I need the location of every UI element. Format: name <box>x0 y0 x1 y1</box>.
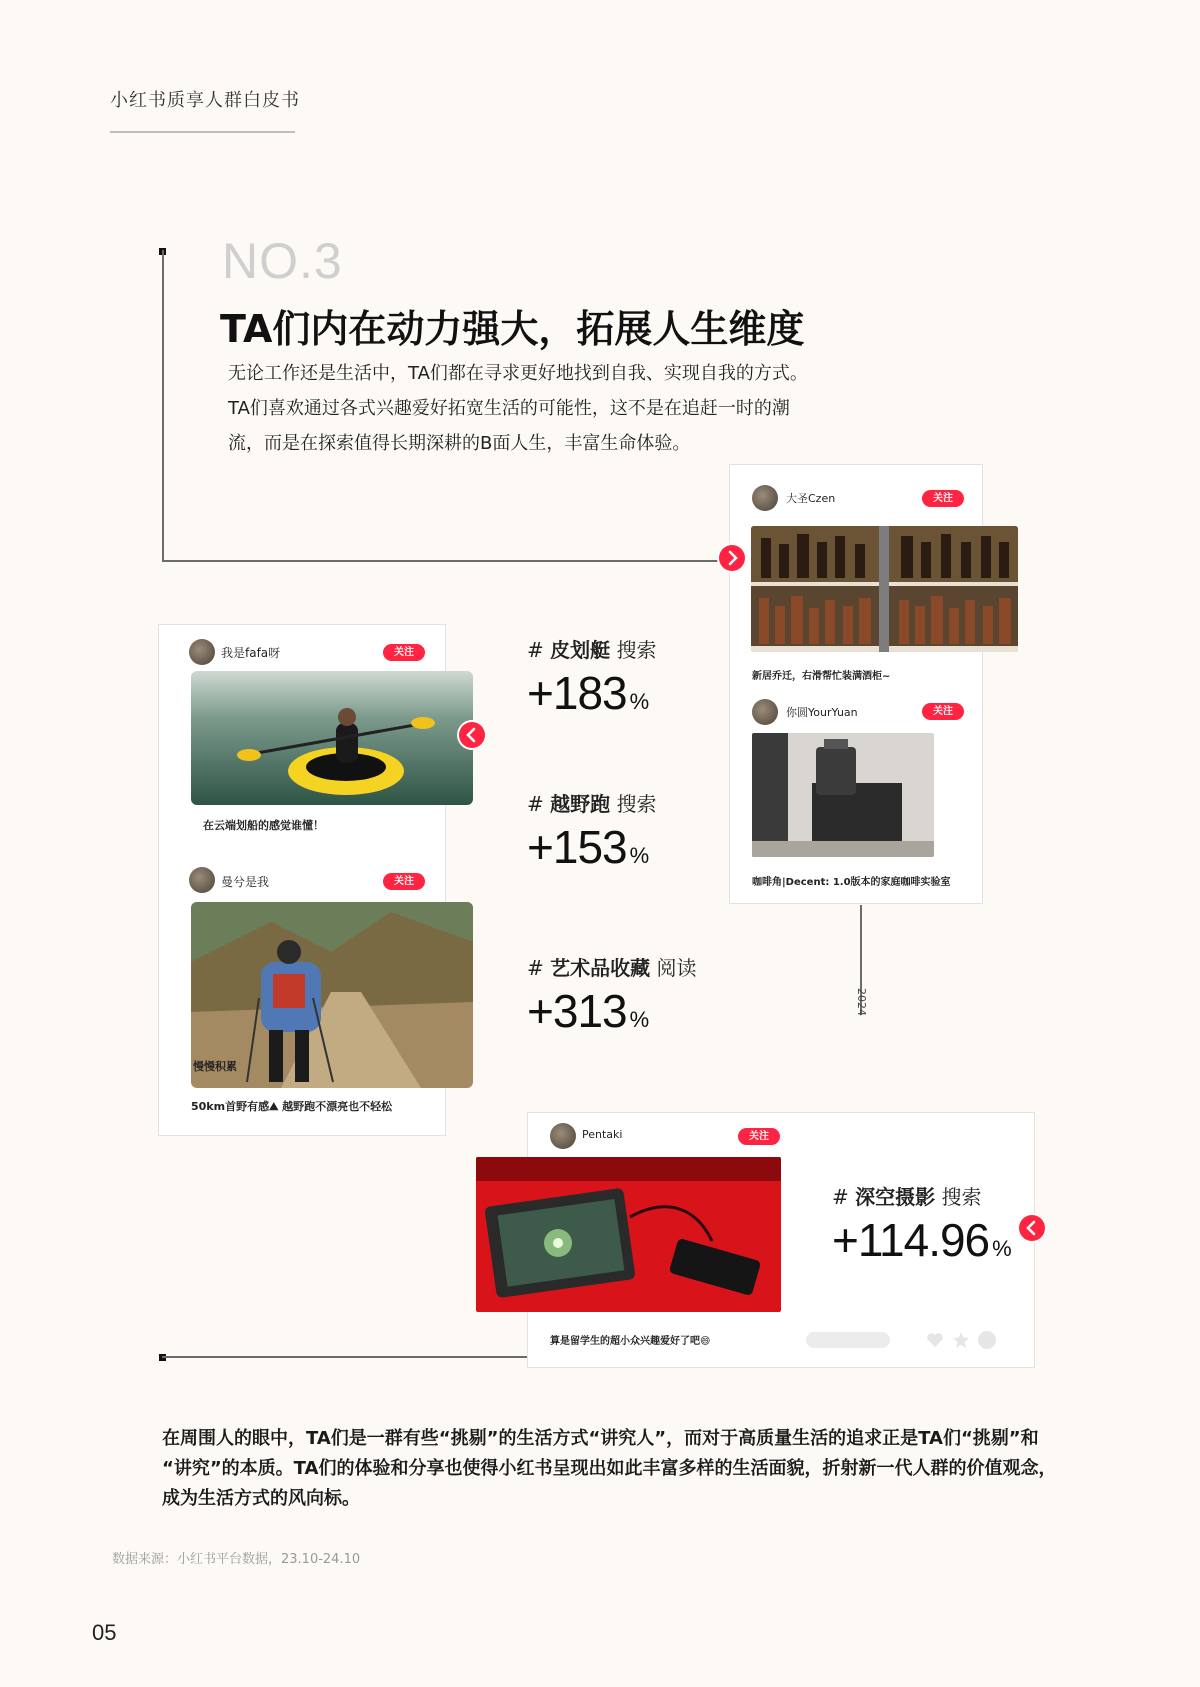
post-photo-trail <box>191 902 473 1088</box>
stat-tag-art-collecting <box>527 952 696 981</box>
follow-button[interactable]: 关注 <box>922 490 964 507</box>
scroll-right-button[interactable] <box>719 545 745 571</box>
avatar <box>752 485 778 511</box>
stat-value-astrophotography <box>832 1213 1011 1267</box>
section-title: TA们内在动力强大，拓展人生维度 <box>220 307 805 351</box>
post-photo-coffee <box>752 733 934 857</box>
hash-symbol: # <box>527 956 544 980</box>
stat-keyword: 越野跑 <box>550 792 611 816</box>
page-number: 05 <box>92 1620 117 1645</box>
stat-value-art-collecting <box>527 984 648 1038</box>
connector-line <box>162 560 732 562</box>
section-intro <box>228 356 808 461</box>
post-photo-kayak <box>191 671 473 805</box>
hash-symbol: # <box>527 638 544 662</box>
stat-keyword: 皮划艇 <box>550 638 611 662</box>
intro-line: TA们喜欢通过各式兴趣爱好拓宽生活的可能性，这不是在追赶一时的潮 <box>228 398 790 419</box>
stat-unit: % <box>629 689 649 714</box>
document-title: 小红书质享人群白皮书 <box>110 90 300 111</box>
follow-button[interactable]: 关注 <box>383 644 425 661</box>
post-photo-astrophotography <box>476 1157 781 1312</box>
heart-icon[interactable] <box>926 1331 944 1353</box>
stat-unit: % <box>992 1236 1011 1261</box>
stat-number: +153 <box>527 821 627 873</box>
chevron-right-icon <box>719 545 745 571</box>
post-caption: 咖啡角|Decent: 1.0版本的家庭咖啡实验室 <box>752 877 951 888</box>
post-username: 你圆YourYuan <box>786 706 858 719</box>
intro-line: 流，而是在探索值得长期深耕的B面人生，丰富生命体验。 <box>228 433 691 454</box>
stat-value-kayak <box>527 666 648 720</box>
stat-tag-astrophotography <box>832 1181 981 1210</box>
post-caption: 50km首野有感⛰ 越野跑不漂亮也不轻松 <box>191 1100 393 1113</box>
stat-tag-trail-run <box>527 788 656 817</box>
stat-value-trail-run <box>527 820 648 874</box>
avatar <box>189 639 215 665</box>
stat-action: 搜索 <box>616 638 657 662</box>
avatar <box>752 699 778 725</box>
intro-line: 无论工作还是生活中，TA们都在寻求更好地找到自我、实现自我的方式。 <box>228 363 808 384</box>
data-source-note: 数据来源：小红书平台数据，23.10-24.10 <box>112 1552 361 1567</box>
connector-line <box>162 250 164 562</box>
stat-number: +114.96 <box>832 1214 990 1266</box>
stat-number: +183 <box>527 667 627 719</box>
chevron-left-icon <box>1019 1215 1045 1241</box>
hash-symbol: # <box>832 1185 849 1209</box>
scroll-left-button[interactable] <box>459 722 485 748</box>
post-photo-liquor-cabinet <box>751 526 1018 652</box>
summary-paragraph <box>162 1424 1062 1514</box>
stat-number: +313 <box>527 985 627 1037</box>
post-caption: 在云端划船的感觉谁懂！ <box>203 819 324 832</box>
stat-keyword: 艺术品收藏 <box>550 956 651 980</box>
stat-action: 搜索 <box>616 792 657 816</box>
stat-action: 阅读 <box>656 956 697 980</box>
star-icon[interactable] <box>952 1331 970 1353</box>
post-username: 我是fafa呀 <box>221 646 281 660</box>
post-caption: 新居乔迁，右滑帮忙装满酒柜~ <box>752 671 891 682</box>
header-divider <box>110 131 295 133</box>
stat-unit: % <box>629 843 649 868</box>
hash-symbol: # <box>527 792 544 816</box>
post-username: 大圣Czen <box>786 492 836 505</box>
post-card-left <box>158 624 446 1136</box>
follow-button[interactable]: 关注 <box>738 1128 780 1145</box>
comment-input-placeholder[interactable] <box>806 1332 890 1348</box>
year-label: 2024 <box>855 988 868 1016</box>
follow-button[interactable]: 关注 <box>383 873 425 890</box>
post-username: Pentaki <box>582 1128 623 1141</box>
photo-overlay-text: 慢慢积累 <box>193 1060 237 1073</box>
scroll-left-button[interactable] <box>1019 1215 1045 1241</box>
summary-line: 在周围人的眼中，TA们是一群有些“挑剔”的生活方式“讲究人”，而对于高质量生活的追求正是TA们“挑剔”和 <box>162 1428 1039 1449</box>
chevron-left-icon <box>459 722 485 748</box>
summary-line: 成为生活方式的风向标。 <box>162 1488 360 1509</box>
post-username: 曼兮是我 <box>221 875 270 889</box>
summary-line: “讲究”的本质。TA们的体验和分享也使得小红书呈现出如此丰富多样的生活面貌，折射新一代人群的价值观念， <box>162 1458 1057 1479</box>
follow-button[interactable]: 关注 <box>922 703 964 720</box>
stat-keyword: 深空摄影 <box>855 1185 936 1209</box>
comment-icon[interactable] <box>978 1331 996 1349</box>
stat-unit: % <box>629 1007 649 1032</box>
connector-line <box>162 1356 532 1358</box>
avatar <box>189 867 215 893</box>
avatar <box>550 1123 576 1149</box>
section-number: NO.3 <box>222 233 343 289</box>
stat-action: 搜索 <box>941 1185 982 1209</box>
stat-tag-kayak <box>527 634 656 663</box>
post-caption: 算是留学生的超小众兴趣爱好了吧😄 <box>550 1336 711 1347</box>
